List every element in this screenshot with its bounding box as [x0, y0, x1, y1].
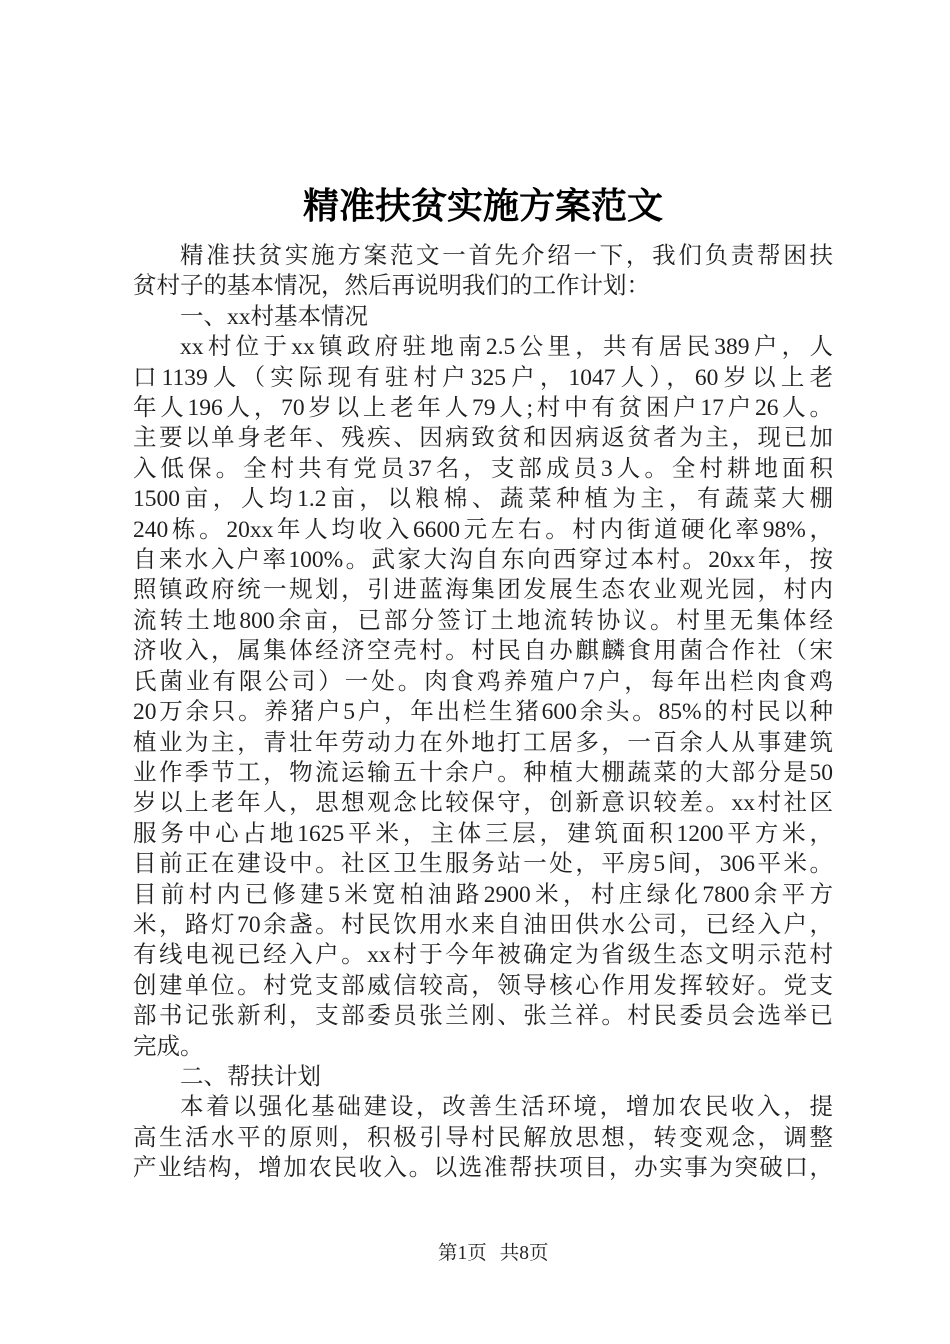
- document-content: [133, 183, 833, 1184]
- text-line: 目前正在建设中。社区卫生服务站一处，平房5间，306平米。: [133, 851, 833, 878]
- text-line: 照镇政府统一规划，引进蓝海集团发展生态农业观光园，村内: [133, 577, 833, 604]
- text-line: 自来水入户率100%。武家大沟自东向西穿过本村。20xx年，按: [133, 547, 833, 574]
- text-line: xx村位于xx镇政府驻地南2.5公里，共有居民389户，人: [180, 334, 833, 361]
- text-line: 目前村内已修建5米宽柏油路2900米，村庄绿化7800余平方: [133, 881, 833, 908]
- text-line: 本着以强化基础建设，改善生活环境，增加农民收入，提: [180, 1094, 833, 1121]
- text-line: 产业结构，增加农民收入。以选准帮扶项目，办实事为突破口，: [133, 1155, 833, 1182]
- text-line: 一、xx村基本情况: [180, 303, 368, 330]
- document-title: 精准扶贫实施方案范文: [302, 186, 663, 226]
- text-line: 1500亩，人均1.2亩，以粮棉、蔬菜种植为主，有蔬菜大棚: [133, 486, 833, 513]
- document-body: [133, 241, 833, 1184]
- text-line: 完成。: [133, 1033, 204, 1060]
- text-line: 精准扶贫实施方案范文一首先介绍一下，我们负责帮困扶: [180, 243, 833, 269]
- text-line: 主要以单身老年、残疾、因病致贫和因病返贫者为主，现已加: [133, 425, 833, 452]
- text-line: 服务中心占地1625平米，主体三层，建筑面积1200平方米，: [133, 820, 833, 847]
- text-line: 贫村子的基本情况，然后再说明我们的工作计划：: [133, 273, 650, 300]
- text-line: 业作季节工，物流运输五十余户。种植大棚蔬菜的大部分是50: [133, 759, 833, 786]
- text-line: 氏菌业有限公司）一处。肉食鸡养殖户7户，每年出栏肉食鸡: [133, 668, 833, 695]
- text-line: 济收入，属集体经济空壳村。村民自办麒麟食用菌合作社（宋: [133, 638, 833, 665]
- text-line: 植业为主，青壮年劳动力在外地打工居多，一百余人从事建筑: [133, 729, 833, 756]
- text-line: 年人196人，70岁以上老年人79人;村中有贫困户17户26人。: [133, 395, 833, 422]
- text-line: 部书记张新利，支部委员张兰刚、张兰祥。村民委员会选举已: [133, 1003, 833, 1030]
- text-line: 20万余只。养猪户5户，年出栏生猪600余头。85%的村民以种: [133, 699, 833, 726]
- text-line: 口1139人（实际现有驻村户325户，1047人），60岁以上老: [133, 364, 833, 391]
- text-line: 流转土地800余亩，已部分签订土地流转协议。村里无集体经: [133, 607, 833, 634]
- text-line: 米，路灯70余盏。村民饮用水来自油田供水公司，已经入户，: [133, 911, 833, 938]
- text-line: 创建单位。村党支部威信较高，领导核心作用发挥较好。党支: [133, 972, 833, 999]
- footer-page-count: 共8页: [499, 1243, 549, 1264]
- text-line: 有线电视已经入户。xx村于今年被确定为省级生态文明示范村: [133, 942, 833, 969]
- text-line: 二、帮扶计划: [180, 1063, 321, 1090]
- footer-page-number: 第1页: [438, 1243, 487, 1264]
- text-line: 高生活水平的原则，积极引导村民解放思想，转变观念，调整: [133, 1124, 833, 1151]
- page-footer: [438, 1242, 549, 1266]
- text-line: 入低保。全村共有党员37名，支部成员3人。全村耕地面积: [133, 455, 833, 482]
- text-line: 240栋。20xx年人均收入6600元左右。村内街道硬化率98%，: [133, 516, 833, 543]
- text-line: 岁以上老年人，思想观念比较保守，创新意识较差。xx村社区: [133, 790, 833, 817]
